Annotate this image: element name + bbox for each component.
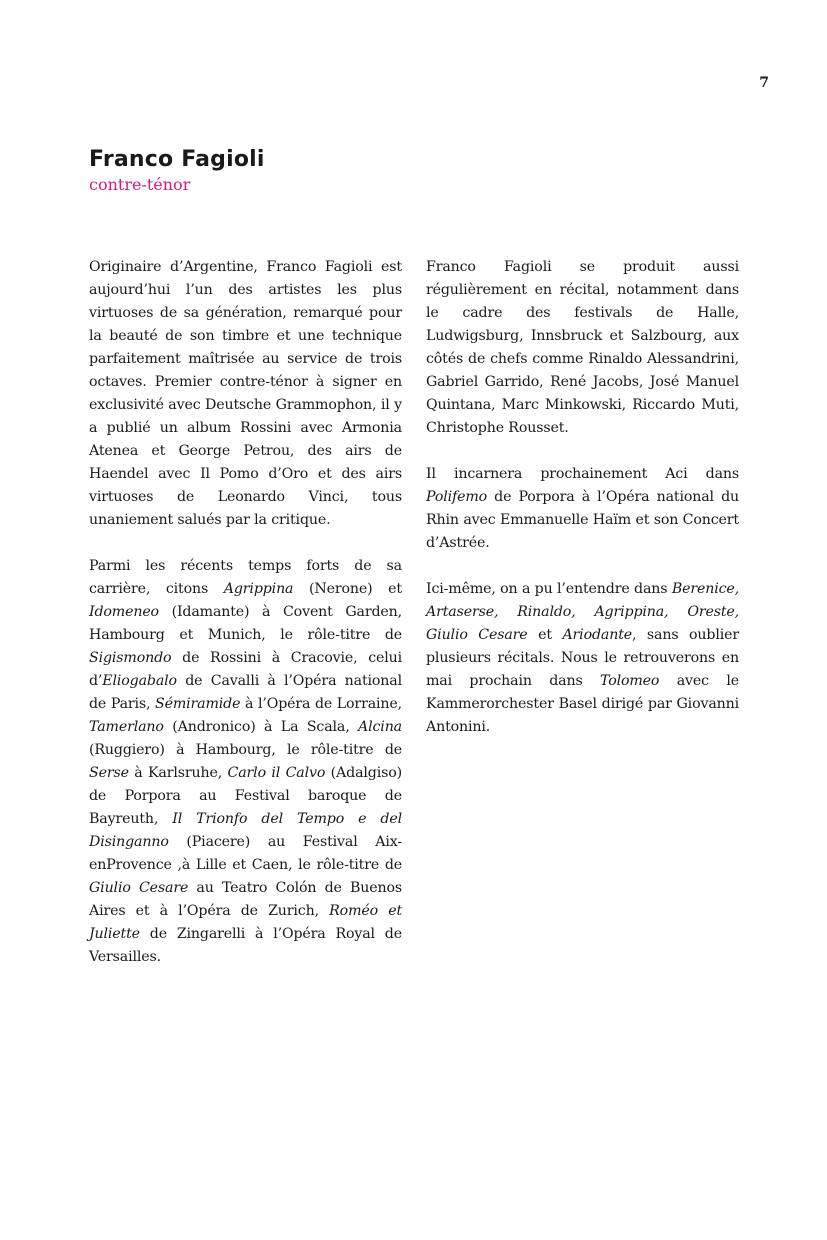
work-title: Alcina — [358, 719, 402, 735]
work-title: Eliogabalo — [102, 673, 177, 689]
work-title: Agrippina — [223, 581, 294, 597]
bio-paragraph-recitals: Franco Fagioli se produit aussi régulièrement en récital, notamment dans le cadre des festivals de Halle, Ludwigsburg, Innsbruck et Salzbourg, aux côtés de chefs comme Rinaldo Alessandrini, Gabriel Garrido, René Jacobs, José Manuel Quintana, Marc Minkowski, Riccardo Muti, Christophe Rousset. — [426, 259, 739, 436]
work-title: Giulio Cesare — [89, 880, 189, 896]
page-number: 7 — [759, 75, 769, 91]
bio-paragraph-upcoming: Il incarnera prochainement Aci dans Polifemo de Porpora à l’Opéra national du Rhin avec Emmanuelle Haïm et son Concert d’Astrée. — [426, 466, 739, 551]
work-title: Polifemo — [426, 489, 488, 505]
bio-paragraph-origin: Originaire d’Argentine, Franco Fagioli est aujourd’hui l’un des artistes les plus virtuoses de sa génération, remarqué pour la beauté de son timbre et une technique parfaitement maîtrisée au service de trois octaves. Premier contre-ténor à signer en exclusivité avec Deutsche Grammophon, il y a publié un album Rossini avec Armonia Atenea et George Petrou, des airs de Haendel avec Il Pomo d’Oro et des airs virtuoses de Leonardo Vinci, tous unaniement salués par la critique. — [89, 259, 402, 528]
bio-paragraph-career: Parmi les récents temps forts de sa carrière, citons Agrippina (Nerone) et Idomeneo (Idamante) à Covent Garden, Hambourg et Munich, le rôle-titre de Sigismondo de Rossini à Cracovie, celui d’Eliogabalo de Cavalli à l’Opéra national de Paris, Sémiramide à l’Opéra de Lorraine, Tamerlano (Andronico) à La Scala, Alcina (Ruggiero) à Hambourg, le rôle-titre de Serse à Karlsruhe, Carlo il Calvo (Adalgiso) de Porpora au Festival baroque de Bayreuth, Il Trionfo del Tempo e del Disinganno (Piacere) au Festival Aix-enProvence ,à Lille et Caen, le rôle-titre de Giulio Cesare au Teatro Colón de Buenos Aires et à l’Opéra de Zurich, Roméo et Juliette de Zingarelli à l’Opéra Royal de Versailles. — [89, 558, 402, 965]
artist-name: Franco Fagioli — [89, 147, 265, 172]
artist-header — [89, 146, 265, 196]
work-title: Sigismondo — [89, 650, 172, 666]
biography-left-column — [89, 256, 402, 992]
work-title: Serse — [89, 765, 129, 781]
work-title: Carlo il Calvo — [227, 765, 326, 781]
work-title: Sémiramide — [155, 696, 241, 712]
work-title: Tamerlano — [89, 719, 164, 735]
work-title: Il Trionfo del Tempo e del Disinganno — [89, 811, 402, 850]
work-title: Berenice, Artaserse, Rinaldo, Agrippina, Oreste, Giulio Cesare — [426, 581, 739, 643]
bio-paragraph-local: Ici-même, on a pu l’entendre dans Berenice, Artaserse, Rinaldo, Agrippina, Oreste, Giulio Cesare et Ariodante, sans oublier plusieurs récitals. Nous le retrouverons en mai prochain dans Tolomeo avec le Kammerorchester Basel dirigé par Giovanni Antonini. — [426, 581, 739, 735]
artist-role: contre-ténor — [89, 175, 191, 194]
work-title: Ariodante — [562, 627, 632, 643]
work-title: Roméo et Juliette — [89, 903, 402, 942]
work-title: Tolomeo — [600, 673, 660, 689]
work-title: Idomeneo — [89, 604, 159, 620]
biography-right-column — [426, 256, 739, 762]
